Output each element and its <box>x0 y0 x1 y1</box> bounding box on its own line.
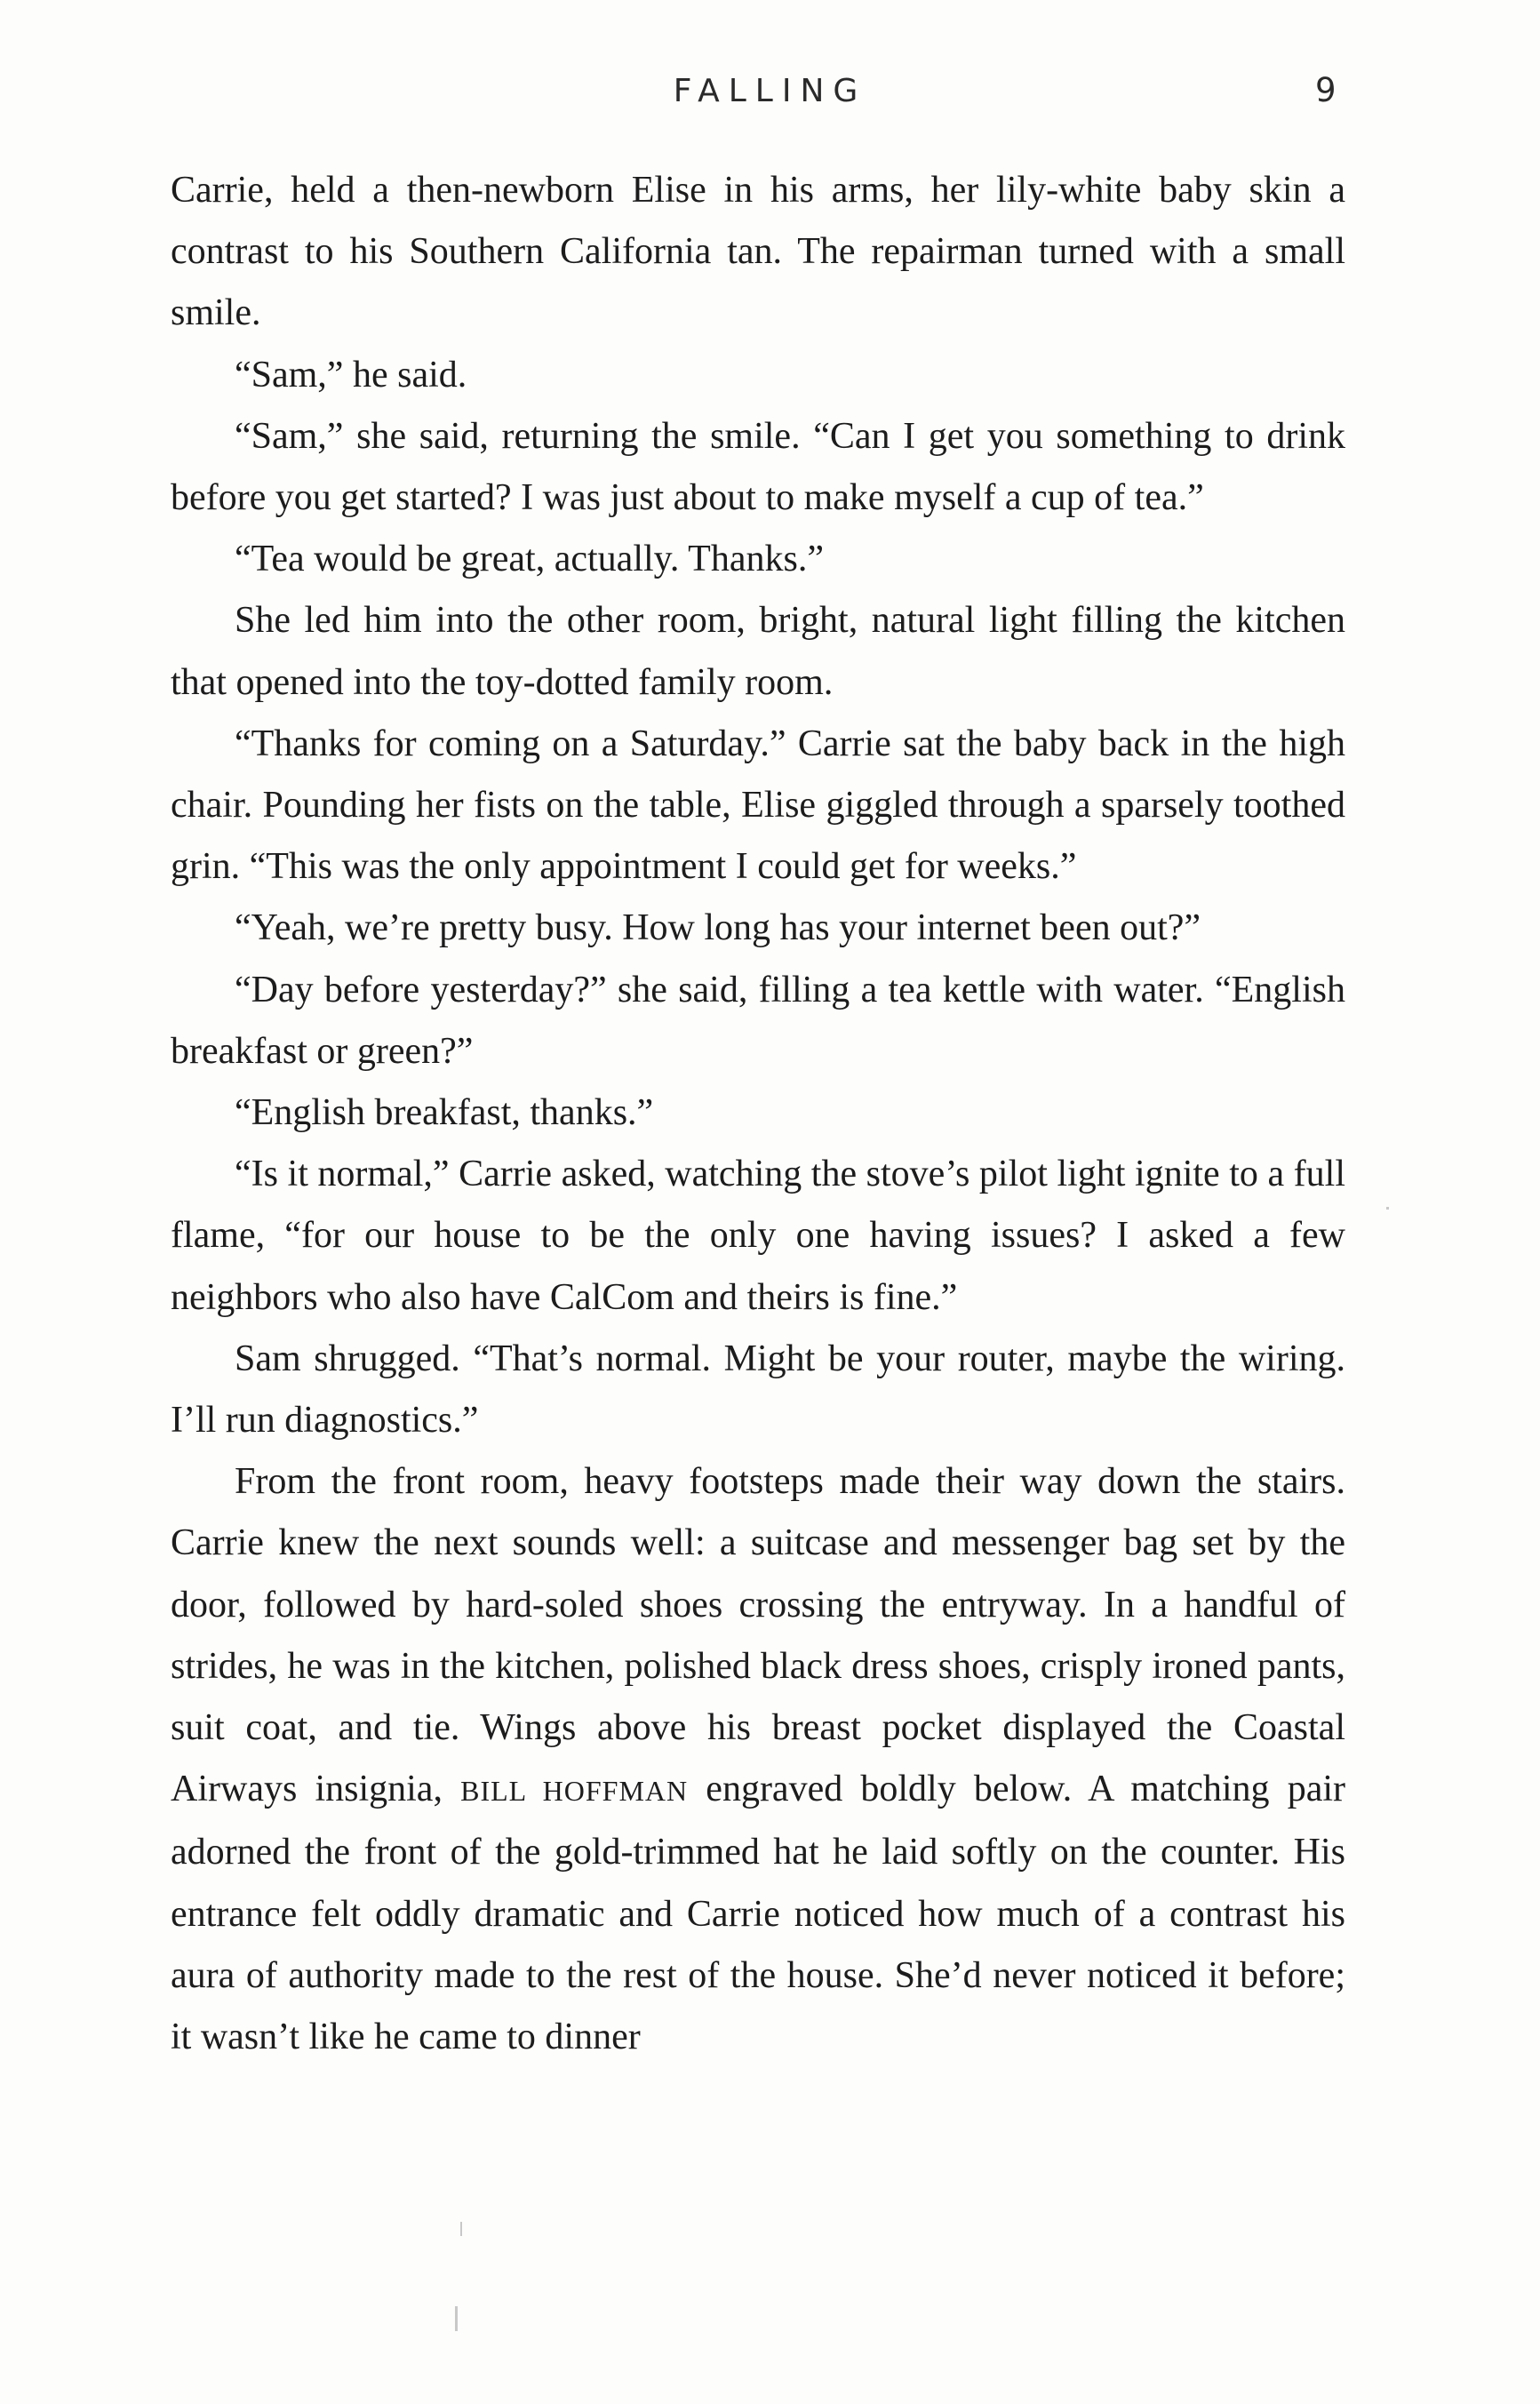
page-number: 9 <box>1315 71 1337 109</box>
scan-speck <box>455 2306 458 2331</box>
paragraph: “Sam,” he said. <box>235 354 467 395</box>
paragraph: “Sam,” she said, returning the smile. “Can I get you something to drink before you get started? I was just about to make myself a cup of tea.” <box>171 415 1345 519</box>
paragraph-last <box>171 1451 1345 2068</box>
paragraph-text-before-name: From the front room, heavy footsteps made their way down the stairs. Carrie knew the next sounds well: a suitcase and messenger bag set by the door, followed by hard-soled shoes crossing the entryway. In a handful of strides, he was in the kitchen, polished black dress shoes, crisply ironed pants, suit coat, and tie. Wings above his breast pocket displayed the Coastal Airways insignia, <box>171 1461 1345 1810</box>
scan-speck <box>1386 1207 1389 1210</box>
body-text <box>171 160 1345 2068</box>
paragraph: “English breakfast, thanks.” <box>235 1092 654 1134</box>
paragraph: “Tea would be great, actually. Thanks.” <box>235 539 824 580</box>
paragraph-continued: Carrie, held a then-newborn Elise in his arms, her lily-white baby skin a contrast to his Southern California tan. The repairman turned with a small smile. <box>171 170 1345 334</box>
paragraph: “Is it normal,” Carrie asked, watching the stove’s pilot light ignite to a full flame, “for our house to be the only one having issues? I asked a few neighbors who also have CalCom and theirs is fine.” <box>171 1154 1345 1318</box>
paragraph: “Thanks for coming on a Saturday.” Carrie sat the baby back in the high chair. Pounding her fists on the table, Elise giggled through a sparsely toothed grin. “This was the only appointment I could get for weeks.” <box>171 723 1345 888</box>
paragraph: “Day before yesterday?” she said, filling a tea kettle with water. “English breakfast or green?” <box>171 969 1345 1072</box>
scan-speck <box>460 2222 462 2236</box>
engraved-name: BILL HOFFMAN <box>460 1775 689 1808</box>
running-head-title: FALLING <box>673 73 867 109</box>
paragraph: “Yeah, we’re pretty busy. How long has your internet been out?” <box>235 907 1201 949</box>
paragraph-text-after-name: engraved boldly below. A matching pair adorned the front of the gold-trimmed hat he laid softly on the counter. His entrance felt oddly dramatic and Carrie noticed how much of a contrast his aura of authority made to the rest of the house. She’d never noticed it before; it wasn’t like he came to dinner <box>171 1769 1346 2058</box>
paragraph: Sam shrugged. “That’s normal. Might be your router, maybe the wiring. I’ll run diagnostics.” <box>171 1338 1345 1442</box>
paragraph: She led him into the other room, bright, natural light filling the kitchen that opened into the toy-dotted family room. <box>171 600 1345 703</box>
